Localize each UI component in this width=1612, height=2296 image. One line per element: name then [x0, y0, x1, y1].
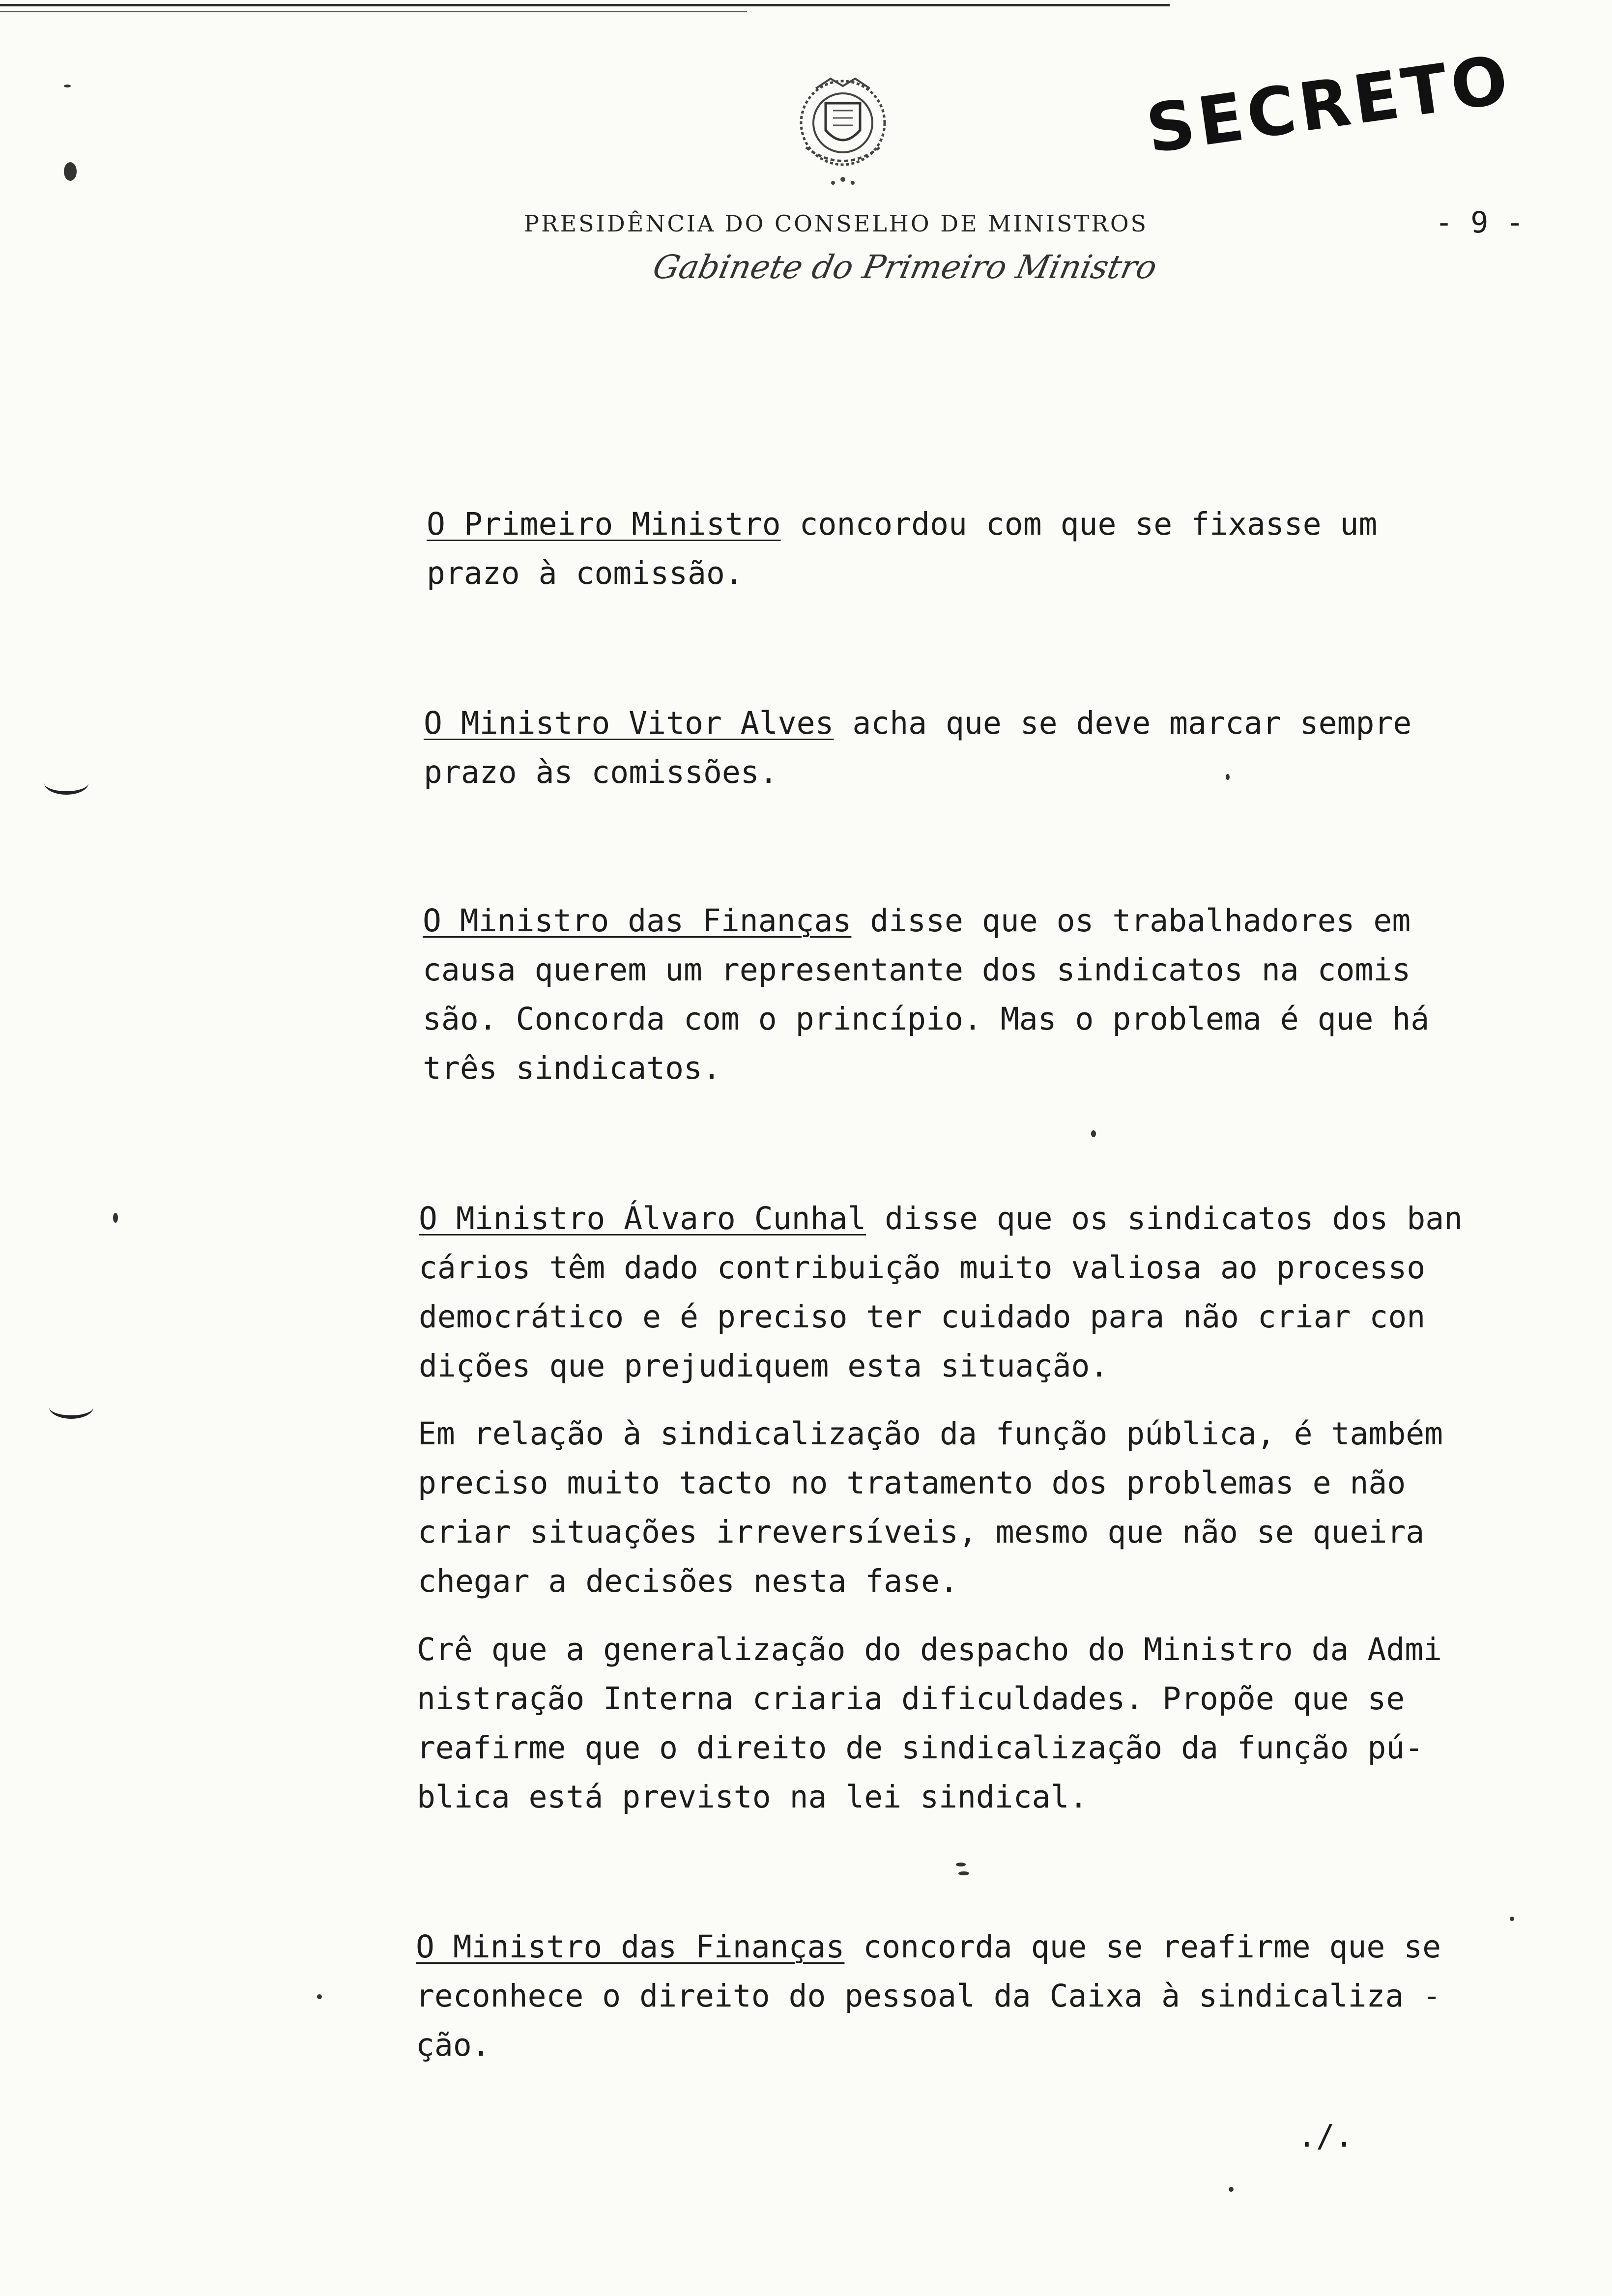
speck-mark [113, 1213, 118, 1223]
paragraph-line [424, 699, 1411, 748]
paragraph-line [423, 896, 1429, 946]
speaker-name: O Ministro das Finanças [423, 903, 852, 939]
paragraph-line: Em relação à sindicalização da função pública, é também [418, 1416, 1443, 1452]
speaker-name: O Primeiro Ministro [427, 506, 781, 542]
speck-mark [1226, 774, 1230, 780]
line-text: disse que os trabalhadores em [851, 903, 1411, 939]
binding-curve-mark [49, 1396, 93, 1419]
paragraph-financas [423, 896, 1429, 1093]
line-text: acha que se deve marcar sempre [834, 705, 1412, 741]
top-rule-secondary [0, 11, 747, 12]
speck-mark [1229, 2187, 1234, 2192]
paragraph-line: Crê que a generalização do despacho do Ministro da Admi [417, 1632, 1442, 1667]
secret-stamp: SECRETO [1142, 40, 1517, 168]
paragraph-line: são. Concorda com o princípio. Mas o problema é que há [423, 1001, 1430, 1037]
paragraph-vitor-alves [424, 699, 1411, 797]
speck-mark [958, 1871, 969, 1875]
paragraph-line: ção. [416, 2027, 490, 2063]
paragraph-line [419, 1194, 1463, 1243]
paragraph-line: prazo às comissões. [424, 754, 778, 790]
speck-mark [1091, 1130, 1096, 1137]
paragraph-financas-caixa [416, 1923, 1441, 2070]
speaker-name: O Ministro Vitor Alves [424, 705, 834, 741]
speck-mark [1510, 1917, 1514, 1921]
paragraph-line: blica está previsto na lei sindical. [417, 1779, 1088, 1815]
paragraph-line: reconhece o direito do pessoal da Caixa à sindicaliza - [416, 1978, 1441, 2014]
speck-mark [64, 85, 71, 87]
paragraph-primeiro-ministro [427, 500, 1377, 598]
paragraph-line [427, 500, 1377, 549]
page-number: - 9 - [1435, 205, 1524, 240]
institution-letterhead: PRESIDÊNCIA DO CONSELHO DE MINISTROS [524, 210, 1149, 237]
line-text: disse que os sindicatos dos ban [866, 1201, 1463, 1236]
paragraph-line: chegar a decisões nesta fase. [418, 1563, 958, 1599]
paragraph-line: democrático e é preciso ter cuidado para não criar con [419, 1299, 1426, 1335]
paragraph-line: causa querem um representante dos sindicatos na comis [423, 952, 1411, 988]
paragraph-line: dições que prejudiquem esta situação. [419, 1348, 1109, 1384]
speck-mark [956, 1863, 966, 1866]
paragraph-line [416, 1923, 1441, 1972]
paragraph-generalizacao [417, 1625, 1442, 1822]
paragraph-line: preciso muito tacto no tratamento dos problemas e não [418, 1465, 1406, 1501]
continuation-mark: ./. [1297, 2118, 1353, 2154]
punch-mark [64, 162, 77, 181]
speaker-name: O Ministro das Finanças [416, 1929, 845, 1965]
line-text: concordou com que se fixasse um [780, 506, 1378, 542]
coat-of-arms-icon [786, 69, 899, 192]
paragraph-line: cários têm dado contribuição muito valiosa ao processo [419, 1250, 1426, 1286]
paragraph-line: criar situações irreversíveis, mesmo que não se queira [418, 1514, 1425, 1550]
office-signature: Gabinete do Primeiro Ministro [649, 248, 1160, 286]
line-text: concorda que se reafirme que se [844, 1929, 1441, 1965]
binding-curve-mark [44, 772, 88, 795]
paragraph-line: três sindicatos. [423, 1050, 721, 1086]
paragraph-sindicalizacao [418, 1409, 1443, 1606]
top-rule [0, 4, 1170, 6]
paragraph-alvaro-cunhal [419, 1194, 1463, 1391]
paragraph-line: prazo à comissão. [427, 555, 744, 591]
speck-mark [317, 1994, 322, 1999]
speaker-name: O Ministro Álvaro Cunhal [419, 1201, 866, 1236]
paragraph-line: nistração Interna criaria dificuldades. Propõe que se [417, 1681, 1405, 1717]
paragraph-line: reafirme que o direito de sindicalização da função pú- [417, 1730, 1424, 1766]
